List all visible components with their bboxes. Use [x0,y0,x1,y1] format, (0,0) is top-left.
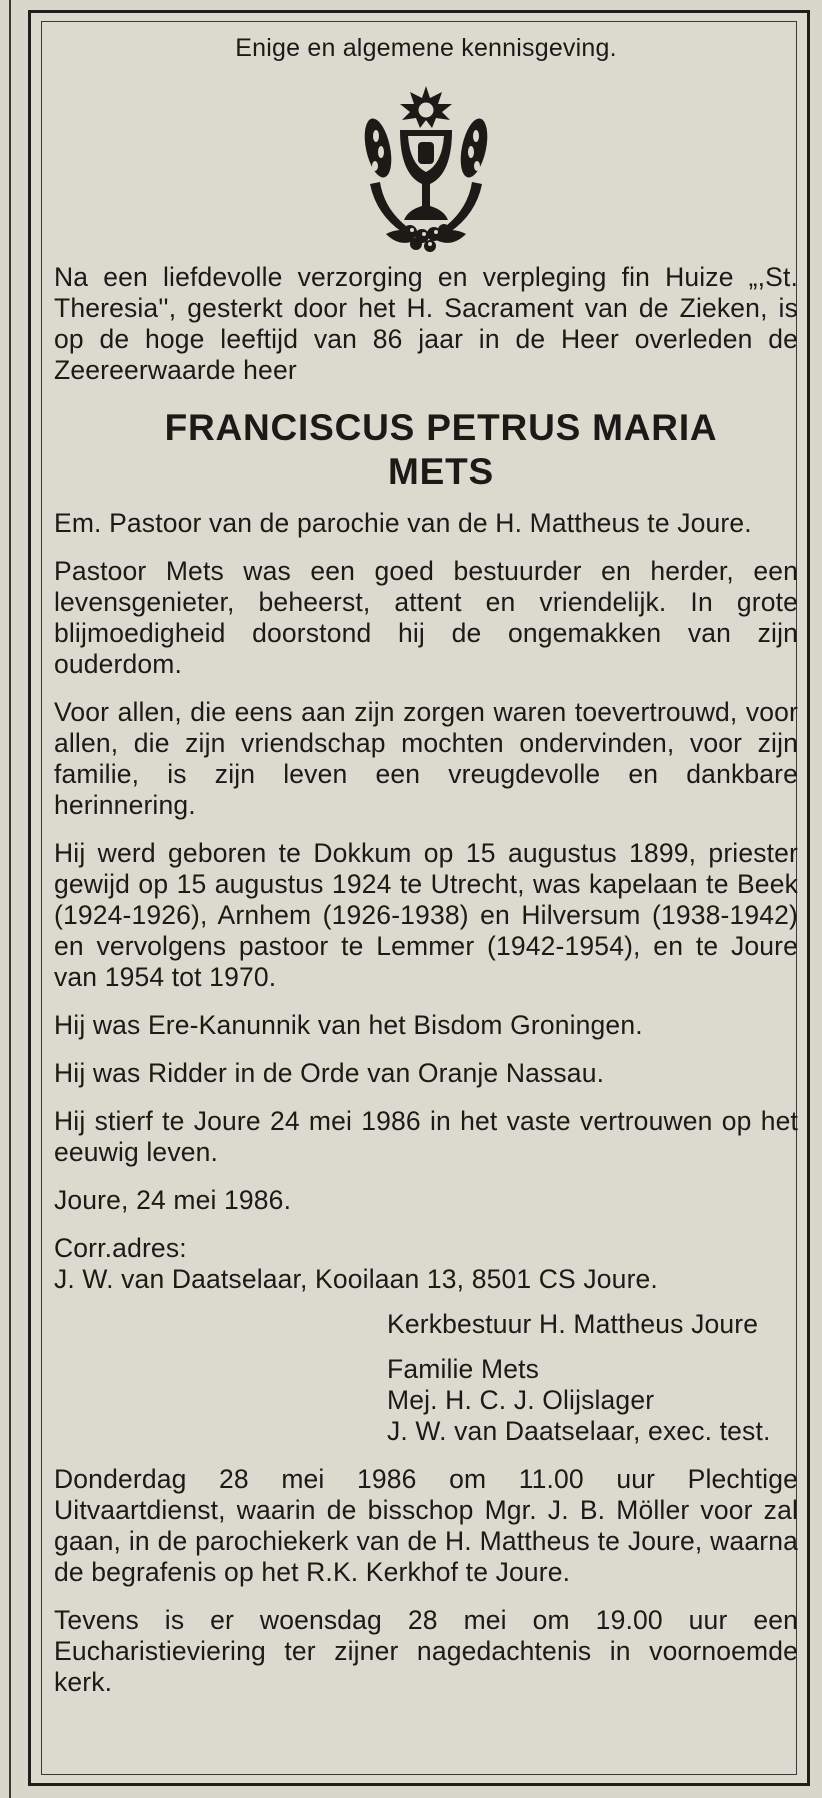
deceased-name [54,406,798,494]
intro-paragraph: Na een liefdevolle verzorging en verpleging fin Huize „,St. Theresia'', gesterkt door het H. Sacrament van de Zieken, is op de hoge leeftijd van 86 jaar in de Heer overleden de Zeereerwaarde heer [54,262,798,385]
place-date: Joure, 24 mei 1986. [54,1185,292,1215]
correspondence-address [54,1233,798,1295]
deceased-name-line1: FRANCISCUS PETRUS MARIA [164,407,718,448]
signatories [387,1309,798,1447]
corr-address: J. W. van Daatselaar, Kooilaan 13, 8501 CS Joure. [54,1264,658,1294]
signatory-person1: Mej. H. C. J. Olijslager [387,1385,655,1415]
funeral-paragraph: Donderdag 28 mei 1986 om 11.00 uur Plechtige Uitvaartdienst, waarin de bisschop Mgr. J. B. Möller voor zal gaan, in de parochiekerk van de H. Mattheus te Joure, waarna de begrafenis op het R.K. Kerkhof te Joure. [54,1464,798,1587]
column-rule [9,0,11,1798]
signatory-family: Familie Mets [387,1354,539,1384]
death-notice [28,10,810,1786]
corr-label: Corr.adres: [54,1233,187,1263]
character-paragraph: Pastoor Mets was een goed bestuurder en herder, een levensgenieter, beheerst, attent en vriendelijk. In grote blijmoedigheid doorstond hij de ongemakken van zijn ouderdom. [54,556,798,679]
career-paragraph: Hij werd geboren te Dokkum op 15 augustus 1899, priester gewijd op 15 augustus 1924 te Utrecht, was kapelaan te Beek (1924-1926), Arnhem (1926-1938) en Hilversum (1938-1942) en vervolgens pastoor te Lemmer (1942-1954), en te Joure van 1954 tot 1970. [54,838,798,992]
notice-inner-border [41,21,797,1775]
function-paragraph: Em. Pastoor van de parochie van de H. Mattheus te Joure. [54,508,752,538]
death-paragraph: Hij stierf te Joure 24 mei 1986 in het vaste vertrouwen op het eeuwig leven. [54,1106,798,1167]
eucharist-paragraph: Tevens is er woensdag 28 mei om 19.00 uur een Eucharistieviering ter zijner nagedachtenis in voornoemde kerk. [54,1605,798,1697]
honor-canon-paragraph: Hij was Ere-Kanunnik van het Bisdom Groningen. [54,1010,643,1040]
notice-content [54,22,798,1698]
deceased-name-line2: METS [388,451,494,492]
chalice-emblem-icon [356,84,496,252]
honor-knight-paragraph: Hij was Ridder in de Orde van Oranje Nassau. [54,1058,605,1088]
signatory-person2: J. W. van Daatselaar, exec. test. [387,1416,771,1446]
signatory-board: Kerkbestuur H. Mattheus Joure [387,1309,759,1339]
memory-paragraph: Voor allen, die eens aan zijn zorgen waren toevertrouwd, voor allen, die zijn vriendschap mochten ondervinden, voor zijn familie, is zijn leven een vreugdevolle en dankbare herinnering. [54,697,798,820]
notice-header: Enige en algemene kennisgeving. [235,34,617,62]
